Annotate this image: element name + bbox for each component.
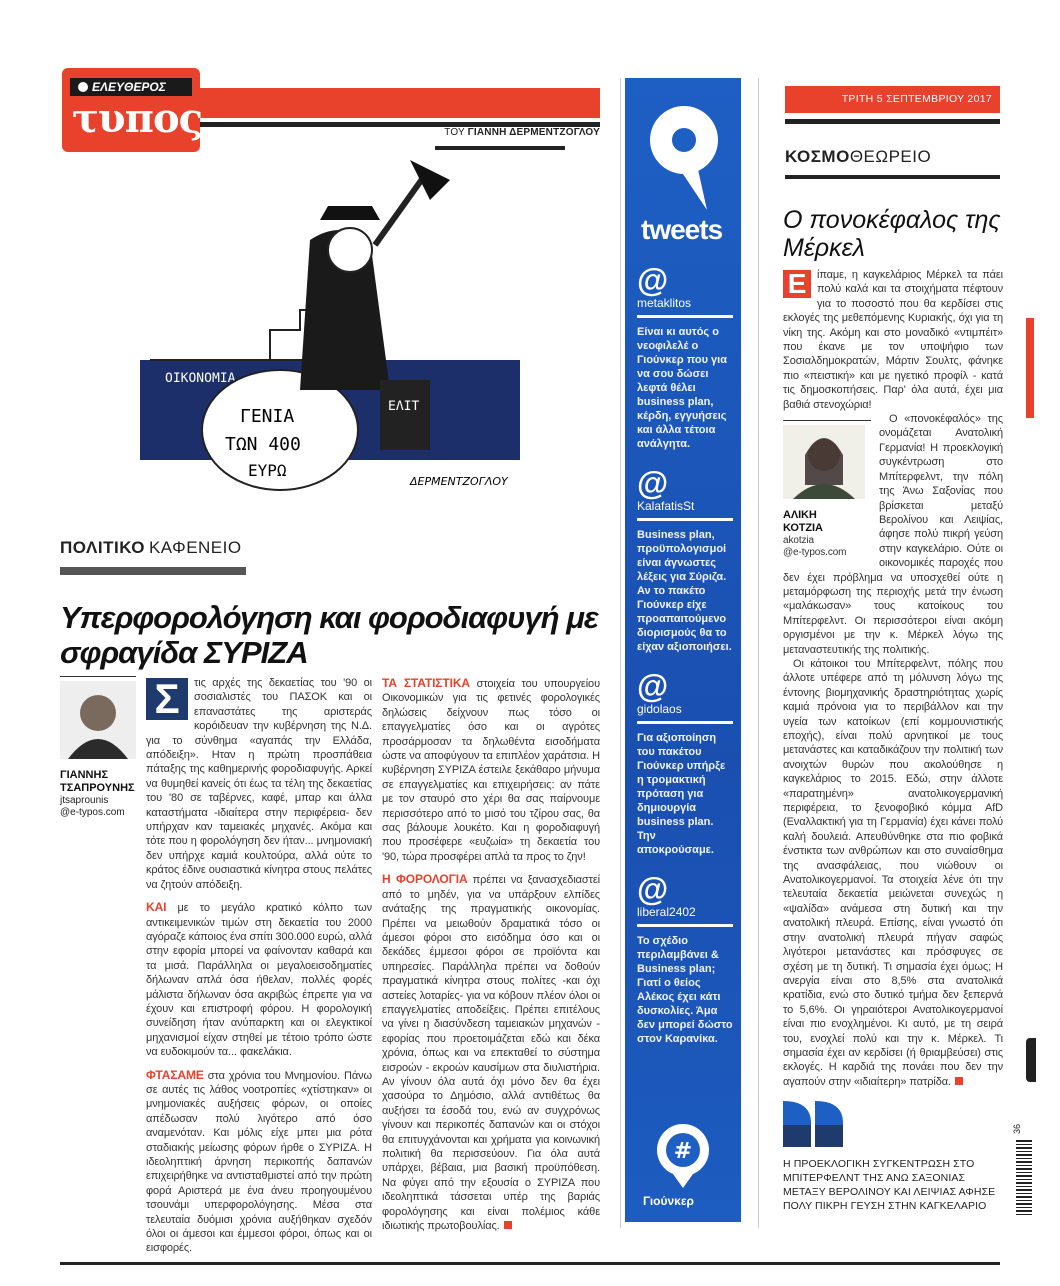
lead-in: ΚΑΙ bbox=[146, 900, 167, 915]
tweets-logo-icon bbox=[647, 90, 721, 210]
footer-rule bbox=[60, 1262, 1000, 1265]
tweet-text: Είναι κι αυτός ο νεοφιλελέ ο Γιούνκερ που για να σου δώσει λεφτά θέλει business plan, κέρδη, εγγυήσεις και άλλα τέτοια ανάλγητα. bbox=[637, 326, 727, 450]
at-icon: @ bbox=[637, 871, 669, 907]
hashtag-icon bbox=[655, 1122, 711, 1188]
sack-line3: ΕΥΡΩ bbox=[248, 461, 287, 480]
author-last-name: ΤΣΑΠΡΟΥΝΗΣ bbox=[60, 782, 135, 794]
section-label bbox=[60, 538, 242, 558]
quote-icon bbox=[783, 1101, 845, 1147]
tweet-handle: liberal2402 bbox=[637, 905, 733, 927]
article-headline: Υπερφορολόγηση και φοροδιαφυγή με σφραγίδα ΣΥΡΙΖΑ bbox=[60, 600, 598, 670]
page-number: 36 bbox=[1012, 1123, 1023, 1135]
cartoon-signature: ΔΕΡΜΕΝΤΖΟΓΛΟΥ bbox=[410, 475, 508, 488]
author-box bbox=[783, 420, 871, 559]
date-rule bbox=[785, 119, 1000, 124]
tweet-text: Business plan, προϋπολογισμοί είναι άγνωστες λέξεις για Σύριζα. Αν το πακέτο Γιούνκερ είχε προαπαιτούμενο διορισμούς θα το είχαν αξιοποιήσει. bbox=[637, 529, 732, 653]
issue-date: ΤΡΙΤΗ 5 ΣΕΠΤΕΜΒΡΙΟΥ 2017 bbox=[785, 86, 1000, 113]
at-icon: @ bbox=[637, 465, 669, 501]
author-handle: jtsaprounis bbox=[60, 795, 109, 806]
pull-quote: Η ΠΡΟΕΚΛΟΓΙΚΗ ΣΥΓΚΕΝΤΡΩΣΗ ΣΤΟ ΜΠΙΤΕΡΦΕΛΝΤ ΤΗΣ ΑΝΩ ΣΑΞΟΝΙΑΣ ΜΕΤΑΞΥ ΒΕΡΟΛΙΝΟΥ ΚΑΙ ΛΕΙΨΙΑΣ ΑΦΗΣΕ ΠΟΛΥ ΠΙΚΡΗ ΓΕΥΣΗ ΣΤΗΝ ΚΑΓΚΕΛΑΡΙΟ bbox=[783, 1158, 996, 1213]
paragraph: στοιχεία του υπουργείου Οικονομικών για τις φετινές φορολογικές δηλώσεις δείχνουν πως τόσο οι επαγγελματίες όσο και οι αγρότες προσάρμοσαν τα δηλωθέντα εισοδήματα ώστε να αποφύγουν τα επιπλέον χαράτσια. Η κυβέρνηση ΣΥΡΙΖΑ έστειλε ξεκάθαρο μήνυμα σε επαγγελματίες και επιχειρήσεις: αν πάτε με τον σταυρό στο χέρι θα σας παίρνουμε περισσότερο από το μισό του τζίρου σας, θα σας βάλουμε λουκέτο. Και η φοροδιαφυγή που προσέφερε «ευζωία» τη δεκαετία του '90, τώρα προσφέρει απλά τα προς το ζην! bbox=[382, 678, 600, 863]
author-email: @e-typos.com bbox=[60, 807, 125, 818]
paragraph: ίπαμε, η καγκελάριος Μέρκελ τα πάει πολύ καλά και τα στοιχήματα πέφτουν για το ποσοστό που θα κερδίσει στις εκλογές της μεθεπόμενης Κυριακής, όχι για τη νίκη της. Ακόμη και στο μοναδικό «ντιμπέιτ» που έκανε με τον υποψήφιο των Σοσιαλδημοκρατών, Μάρτιν Σουλτς, φάνηκε πιο «πειστική» και με ηγετικό προφίλ - κατά τις δημοσκοπήσεις. Παρ' όλα αυτά, έχει μια βαθιά στενοχώρια! bbox=[783, 269, 1003, 411]
tweets-logo-text: tweets bbox=[641, 214, 723, 245]
author-first-name: ΑΛΙΚΗ bbox=[783, 509, 817, 522]
tweet bbox=[637, 467, 733, 654]
paragraph: τις αρχές της δεκαετίας του '90 οι σοσιαλιστές του ΠΑΣΟΚ και οι επαναστάτες της αριστεράς κορόιδευαν την κυβέρνηση της Ν.Δ. για το σύνθημα «αγαπάς την Ελλάδα, απόδειξη». Ηταν η πρώτη προσπάθεια πάταξης της καθημερινής φοροδιαφυγής. Αρκεί να θυμηθεί κανείς ότι έως τα τέλη της δεκαετίας του '80 σε ταβέρνες, καφέ, μπαρ και άλλα καταστήματα -ιδιαίτερα στην περιφέρεια- δεν υπήρχαν καν ταμειακές μηχανές. Ακόμα και τότε που η φορολόγηση δεν ήταν... μνημονιακή δεν υπήρχε καμιά κουλτούρα, αλλά ούτε το κράτος έδινε ουσιαστικά κίνητρα στους πελάτες να ζητούν απόδειξη. bbox=[146, 677, 372, 891]
end-mark bbox=[955, 1077, 963, 1085]
author-last-name: ΚΟΤΖΙΑ bbox=[783, 522, 823, 535]
byline-name: ΓΙΑΝΝΗ ΔΕΡΜΕΝΤΖΟΓΛΟΥ bbox=[467, 127, 600, 138]
lead-in: ΦΤΑΣΑΜΕ bbox=[146, 1067, 204, 1082]
briefcase-label: ΕΛΙΤ bbox=[388, 399, 420, 414]
at-icon: @ bbox=[637, 262, 669, 298]
byline-prefix: ΤΟΥ bbox=[444, 127, 465, 138]
at-icon: @ bbox=[637, 668, 669, 704]
author-first-name: ΓΙΑΝΝΗΣ bbox=[60, 769, 109, 781]
cartoon-byline bbox=[444, 127, 600, 138]
political-cartoon bbox=[110, 150, 550, 500]
paragraph: Ο «πονοκέφαλός» της ονομάζεται Ανατολική Γερμανία! Η προεκλογική συγκέντρωση στο Μπίτερφελντ, την πόλη της Άνω Σαξονίας που βρίσκεται μεταξύ Βερολίνου και Λειψίας, άφησε πολύ πικρή γεύση στην καγκελάριο. Ούτε οι οικονομικές παροχές που δεν έχει πρόβλημα να υποσχεθεί ούτε η μεταμόρφωση της περιοχής μετά την ένωση «μαλάκωσαν» τους κατοίκους του Μπίτερφελντ. Οι περισσότεροι είναι ακόμη οργισμένοι με την κ. Μέρκελ λόγω της μεταναστευτικής της πολιτικής. bbox=[783, 413, 1003, 656]
section-rule bbox=[60, 567, 246, 575]
article-column-2 bbox=[382, 676, 600, 1241]
left-article bbox=[60, 600, 600, 1264]
svg-text:#: # bbox=[673, 1139, 693, 1164]
section-bold: ΚΟΣΜΟ bbox=[785, 147, 850, 166]
tweet-text: Το σχέδιο περιλαμβάνει & Business plan; Γιατί ο θείος Αλέκος έχει κάτι δυσκολίες. Άμα δεν μπορεί δώστο στον Καρανίκα. bbox=[637, 935, 733, 1045]
article-column-1 bbox=[146, 676, 372, 1264]
end-mark bbox=[504, 1221, 512, 1229]
lead-in: ΤΑ ΣΤΑΤΙΣΤΙΚΑ bbox=[382, 676, 470, 690]
tweet bbox=[637, 264, 733, 451]
tweet bbox=[637, 670, 733, 857]
edge-marker bbox=[1026, 318, 1034, 418]
sack-line2: ΤΩΝ 400 bbox=[225, 434, 301, 455]
tweet-handle: gidolaos bbox=[637, 702, 733, 724]
section-light: ΘΕΩΡΕΙΟ bbox=[849, 147, 932, 166]
author-photo bbox=[783, 425, 865, 499]
article-title: Ο πονοκέφαλος της Μέρκελ bbox=[783, 206, 1001, 262]
logo-top: ΕΛΕΥΘΕΡΟΣ bbox=[70, 78, 192, 96]
ship-label: ΟΙΚΟΝΟΜΙΑ bbox=[165, 371, 236, 386]
section-rule bbox=[785, 175, 1000, 179]
author-handle: akotzia bbox=[783, 535, 814, 547]
cartoon-briefcase bbox=[380, 380, 430, 450]
tweet-handle: KalafatisSt bbox=[637, 499, 733, 521]
tweets-column bbox=[625, 78, 741, 1222]
section-light: ΚΑΦΕΝΕΙΟ bbox=[148, 538, 242, 557]
right-article bbox=[783, 206, 1003, 1213]
section-label bbox=[785, 147, 931, 167]
tweet-handle: metaklitos bbox=[637, 296, 733, 318]
right-article-body bbox=[783, 268, 1003, 1089]
logo-name: τυπος bbox=[72, 95, 202, 142]
column-divider bbox=[758, 78, 759, 1228]
author-photo bbox=[60, 681, 136, 759]
newspaper-logo bbox=[62, 68, 200, 152]
section-bold: ΠΟΛΙΤΙΚΟ bbox=[60, 538, 145, 557]
paragraph: στα χρόνια του Μνημονίου. Πάνω σε αυτές τις λάθος νοοτροπίες «χτίστηκαν» οι μνημονιακές αυξήσεις φόρων, οι οποίες απέδωσαν πολύ λιγότερο από όσο αναμενόταν. Και μόλις είχε μπει μια ρότα σταδιακής μείωσης φόρων ήρθε ο ΣΥΡΙΖΑ. Η ιδεοληπτική άρνηση περικοπής δαπανών επιχειρήθηκε να αντισταθμιστεί από την πρώτη φορά Αριστερά με ένα άνευ προηγουμένου τσουνάμι υπερφορολόγησης. Μέσα στα τελευταία δυόμισι χρόνια αυξήθηκαν σχεδόν όλοι οι άμεσοι και έμμεσοι φόροι, όπως και οι εισφορές. bbox=[146, 1069, 372, 1255]
column-divider bbox=[620, 78, 621, 1228]
drop-cap: Σ bbox=[146, 678, 188, 720]
barcode bbox=[1016, 1140, 1032, 1215]
lead-in: Η ΦΟΡΟΛΟΓΙΑ bbox=[382, 872, 468, 887]
author-box bbox=[60, 676, 136, 819]
paragraph: με το μεγάλο κρατικό κόλπο των αντικειμενικών τιμών στη δεκαετία του 2000 αγόραζε κάποιος ένα σπίτι 300.000 ευρώ, αλλά στην εφορία μπορεί να φαίνονταν καθαρά και τα μισά. Παράλληλα οι μεγαλοεισοδηματίες δήλωναν απλά όσα ήθελαν, πολλές φορές μάλιστα δήλωναν όσα ακριβώς έπρεπε για να έχουν και επιστροφή φόρου. Η φορολογική συνείδηση ήταν ανύπαρκτη και οι ελεγκτικοί μηχανισμοί είχαν στηθεί με τέτοιο τρόπο ώστε να ευδοκιμούν τα... φακελάκια. bbox=[146, 902, 372, 1059]
cartoon-axe bbox=[410, 160, 450, 200]
hashtag-label: Γιούνκερ bbox=[643, 1194, 694, 1208]
tweet-text: Για αξιοποίηση του πακέτου Γιούνκερ υπήρξε η τρομακτική πρόταση για δημιουργία business plan. Την αποκρούσαμε. bbox=[637, 732, 726, 856]
sack-line1: ΓΕΝΙΑ bbox=[240, 406, 295, 427]
paragraph: Οι κάτοικοι του Μπίτερφελντ, πόλης που άλλοτε υπέφερε από τη μόλυνση λόγω της έντονης βιομηχανικής δραστηριότητας χωρίς καμιά πρόνοια για το περιβάλλον και την υγεία των κατοίκων (επί κομμουνιστικής εποχής), είναι πολύ αρνητικοί με τους μετανάστες και καταδικάζουν την πολιτική των ανοιχτών θυρών που ακολούθησε η καγκελάριος το 2015. Εδώ, στην άλλοτε «παρατημένη» ανατολικογερμανική περιφέρεια, το ξενοφοβικό κόμμα AfD (Εναλλακτική για τη Γερμανία) έχει κάνει πολύ καλή δουλειά. Απευθύνθηκε στα πιο φοβικά ένστικτα των ανθρώπων και στο συναίσθημα της ανασφάλειας, που νιώθουν οι Ανατολικογερμανοί. Τα στοιχεία λένε ότι την τελευταία δεκαετία μειώνεται συνεχώς η «ψαλίδα» ανάμεσα στη δυτική και την ανατολική πλευρά. Επίσης, είναι γνωστό ότι στην ανατολική πλευρά πήγαν σαφώς λιγότεροι μετανάστες και πρόσφυγες σε σχέση με τη δυτική. Τι σημασία έχει όμως; Η ανεργία είναι στο 8,5% στα ανατολικά κρατίδια, ενώ στο δυτικό τμήμα δεν ξεπερνά το 5,6%. Οι γηραιότεροι Ανατολικογερμανοί είναι πιο ενοχλημένοι. Κι αυτό, με τη σειρά του, ενοχλεί πολύ και την κ. Μέρκελ. Τι σημασία έχει αν κερδίσει (ή θριαμβεύσει) στις εκλογές. Η καρδιά της πονάει που δεν την αγαπούν στην «ιδιαίτερη» πατρίδα. bbox=[783, 657, 1003, 1088]
tweet bbox=[637, 873, 733, 1046]
paragraph: πρέπει να ξανασχεδιαστεί από το μηδέν, για να υπάρξουν ελπίδες ανάταξης της πραγματικής οικονομίας. Πρέπει να μειωθούν δραματικά τόσο οι άμεσοι φόροι στο εισόδημα όσο και οι δεκάδες έμμεσοι φόροι σε προϊόντα και υπηρεσίες. Παράλληλα πρέπει να δοθούν πραγματικά κίνητρα στους πολίτες -και όχι αστείες λοταρίες- για να κόβουν πλέον όλοι οι επαγγελματίες αποδείξεις. Πρέπει επιτέλους να γίνει η διασύνδεση ταμειακών μηχανών - εφορίας που προετοιμάζεται εδώ και δέκα χρόνια, όπως και να επεκταθεί το σύστημα εισροών - εκροών καυσίμων στα διυλιστήρια. Αν γίνουν όλα αυτά όχι μόνο δεν θα έχει χασούρα το Δημόσιο, αλλά αντιθέτως θα αυξήσει τα έσοδά του, ενώ αν συγχρόνως γίνουν και περικοπές δαπανών και οι στόχοι θα επιτυγχάνονται και χρήματα για κοινωνική πολιτική θα περισσεύουν. Για όλα αυτά υπάρχει, βέβαια, μια βασική προϋπόθεση. Να φύγει από την εξουσία ο ΣΥΡΙΖΑ που ιδεοληπτικά τάσσεται υπέρ της βαριάς φορολόγησης και είναι πολέμιος κάθε ιδιωτικής πρωτοβουλίας. bbox=[382, 874, 600, 1233]
edge-tab bbox=[1026, 1038, 1036, 1082]
author-email: @e-typos.com bbox=[783, 547, 847, 559]
drop-cap: Ε bbox=[783, 270, 811, 298]
